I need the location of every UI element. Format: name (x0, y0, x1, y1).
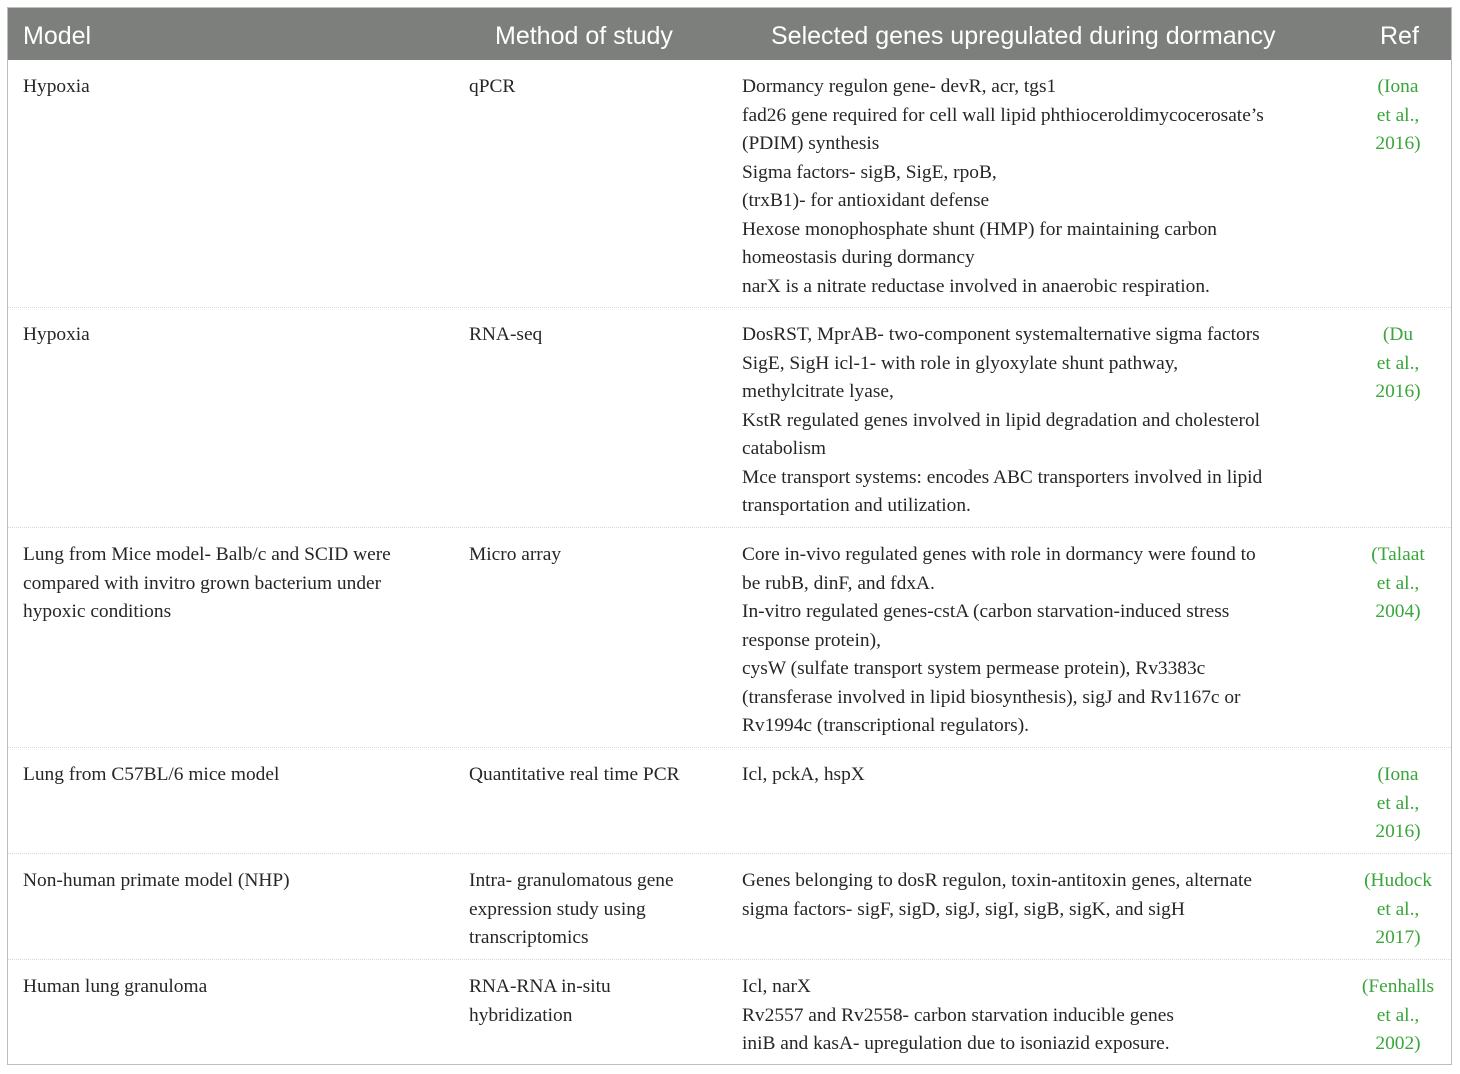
genes-line: cysW (sulfate transport system permease protein), Rv3383c (742, 658, 1206, 679)
ref-link[interactable]: (Du (1382, 324, 1414, 345)
ref-cell[interactable] (1353, 973, 1443, 1059)
genes-cell (742, 761, 1332, 790)
method-line: RNA-RNA in-situ (469, 976, 611, 997)
header-ref: Ref (1380, 22, 1419, 50)
method-line: qPCR (469, 76, 516, 97)
ref-link[interactable]: (Hudock (1364, 870, 1432, 891)
model-line: Hypoxia (23, 324, 90, 345)
table-header (8, 8, 1451, 60)
genes-line: Dormancy regulon gene- devR, acr, tgs1 (742, 76, 1057, 97)
model-line: Lung from C57BL/6 mice model (23, 764, 280, 785)
genes-line: sigma factors- sigF, sigD, sigJ, sigI, sigB, sigK, and sigH (742, 898, 1185, 920)
header-model: Model (23, 22, 92, 50)
genes-line: Rv2557 and Rv2558- carbon starvation inducible genes (742, 1004, 1174, 1026)
ref-link[interactable]: 2004) (1375, 601, 1421, 622)
genes-line: DosRST, MprAB- two-component systemalternative sigma factors (742, 324, 1260, 345)
genes-line: narX is a nitrate reductase involved in anaerobic respiration. (742, 275, 1210, 297)
model-line: Human lung granuloma (23, 976, 208, 997)
method-cell (469, 321, 729, 350)
genes-line: (PDIM) synthesis (742, 133, 880, 154)
model-cell (23, 761, 443, 790)
model-cell (23, 321, 443, 350)
method-line: Intra- granulomatous gene (469, 870, 674, 891)
genes-line: Icl, pckA, hspX (742, 764, 865, 785)
genes-cell (742, 541, 1332, 741)
genes-cell (742, 73, 1332, 301)
header-genes: Selected genes upregulated during dormancy (771, 22, 1276, 50)
model-line: hypoxic conditions (23, 601, 172, 622)
genes-line: iniB and kasA- upregulation due to isoniazid exposure. (742, 1033, 1170, 1054)
ref-link[interactable]: et al., (1376, 104, 1420, 126)
row-divider (8, 959, 1451, 960)
row-divider (8, 307, 1451, 308)
genes-line: be rubB, dinF, and fdxA. (742, 572, 935, 594)
ref-link[interactable]: 2016) (1375, 821, 1421, 842)
method-line: transcriptomics (469, 927, 589, 948)
row-divider (8, 747, 1451, 748)
genes-line: (trxB1)- for antioxidant defense (742, 190, 990, 211)
method-line: Micro array (469, 544, 562, 565)
genes-line: fad26 gene required for cell wall lipid phthioceroldimycocerosate’s (742, 104, 1264, 126)
ref-cell[interactable] (1353, 541, 1443, 627)
genes-line: catabolism (742, 438, 827, 459)
model-cell (23, 973, 443, 1002)
genes-line: Core in-vivo regulated genes with role in dormancy were found to (742, 544, 1256, 565)
method-cell (469, 761, 729, 790)
method-line: expression study using (469, 898, 646, 920)
genes-line: SigE, SigH icl-1- with role in glyoxylate shunt pathway, (742, 352, 1179, 374)
method-cell (469, 867, 729, 953)
ref-link[interactable]: et al., (1376, 352, 1420, 374)
ref-link[interactable]: (Talaat (1371, 544, 1425, 565)
ref-link[interactable]: et al., (1376, 1004, 1420, 1026)
ref-link[interactable]: 2017) (1375, 927, 1421, 948)
genes-line: (transferase involved in lipid biosynthesis), sigJ and Rv1167c or (742, 686, 1241, 708)
model-line: Hypoxia (23, 76, 90, 97)
ref-link[interactable]: 2016) (1375, 133, 1421, 154)
ref-link[interactable]: (Fenhalls (1361, 976, 1435, 997)
genes-line: Icl, narX (742, 976, 811, 997)
method-line: hybridization (469, 1004, 573, 1026)
ref-link[interactable]: (Iona (1377, 764, 1419, 785)
method-cell (469, 73, 729, 102)
row-divider (8, 527, 1451, 528)
method-cell (469, 973, 729, 1030)
genes-line: Hexose monophosphate shunt (HMP) for maintaining carbon (742, 218, 1217, 240)
genes-line: Rv1994c (transcriptional regulators). (742, 715, 1030, 736)
model-line: Non-human primate model (NHP) (23, 870, 290, 891)
ref-link[interactable]: et al., (1376, 572, 1420, 594)
genes-line: KstR regulated genes involved in lipid degradation and cholesterol (742, 409, 1261, 431)
genes-line: Genes belonging to dosR regulon, toxin-antitoxin genes, alternate (742, 870, 1252, 891)
row-divider (8, 853, 1451, 854)
genes-line: homeostasis during dormancy (742, 247, 975, 268)
ref-link[interactable]: 2002) (1375, 1033, 1421, 1054)
ref-link[interactable]: et al., (1376, 898, 1420, 920)
ref-cell[interactable] (1353, 73, 1443, 159)
model-cell (23, 867, 443, 896)
ref-cell[interactable] (1353, 321, 1443, 407)
ref-link[interactable]: (Iona (1377, 76, 1419, 97)
genes-line: Sigma factors- sigB, SigE, rpoB, (742, 161, 997, 183)
genes-line: response protein), (742, 629, 881, 651)
genes-cell (742, 973, 1332, 1059)
genes-line: methylcitrate lyase, (742, 381, 894, 402)
genes-cell (742, 867, 1332, 924)
ref-link[interactable]: et al., (1376, 792, 1420, 814)
model-line: Lung from Mice model- Balb/c and SCID were (23, 544, 391, 565)
model-cell (23, 73, 443, 102)
method-line: Quantitative real time PCR (469, 764, 680, 785)
header-method: Method of study (495, 22, 673, 50)
ref-link[interactable]: 2016) (1375, 381, 1421, 402)
genes-line: Mce transport systems: encodes ABC transporters involved in lipid (742, 466, 1263, 488)
model-line: compared with invitro grown bacterium under (23, 572, 382, 594)
ref-cell[interactable] (1353, 867, 1443, 953)
method-line: RNA-seq (469, 324, 543, 345)
genes-line: In-vitro regulated genes-cstA (carbon starvation-induced stress (742, 601, 1230, 622)
ref-cell[interactable] (1353, 761, 1443, 847)
genes-cell (742, 321, 1332, 521)
genes-line: transportation and utilization. (742, 495, 971, 516)
model-cell (23, 541, 443, 627)
method-cell (469, 541, 729, 570)
